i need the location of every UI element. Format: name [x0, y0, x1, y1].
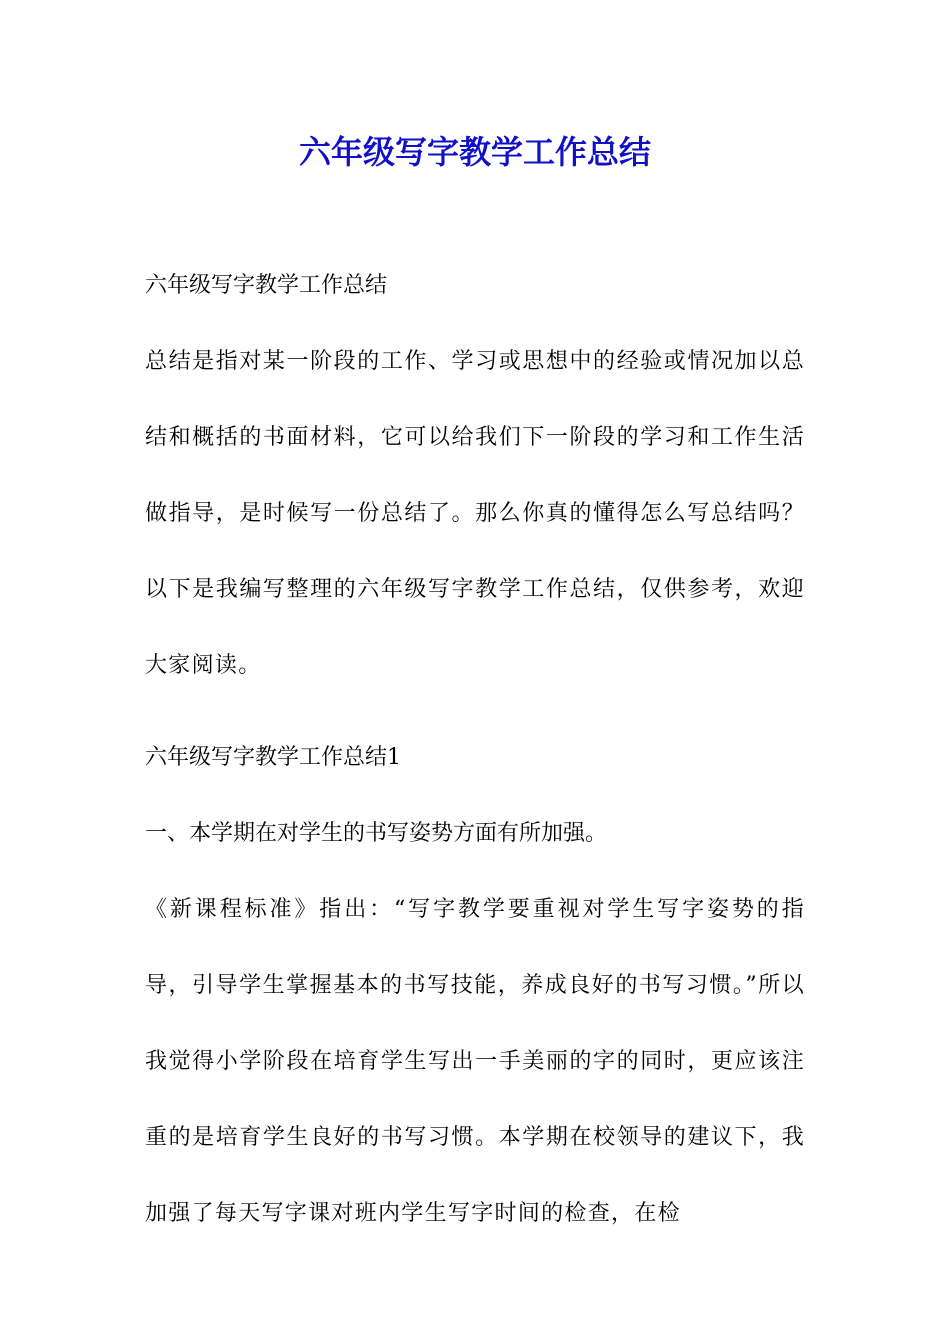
- paragraph-intro: 总结是指对某一阶段的工作、学习或思想中的经验或情况加以总结和概括的书面材料，它可以给我们下一阶段的学习和工作生活做指导，是时候写一份总结了。那么你真的懂得怎么写总结吗？以下是我编写整理的六年级写字教学工作总结，仅供参考，欢迎大家阅读。: [145, 349, 805, 678]
- paragraph-heading: 六年级写字教学工作总结: [145, 273, 388, 298]
- document-title: 六年级写字教学工作总结: [298, 133, 651, 171]
- paragraph-point-one: 一、本学期在对学生的书写姿势方面有所加强。: [145, 821, 608, 846]
- document-body: [145, 264, 805, 1252]
- paragraph-body: 《新课程标准》指出：“写字教学要重视对学生写字姿势的指导，引导学生掌握基本的书写技能，养成良好的书写习惯。”所以我觉得小学阶段在培育学生写出一手美丽的字的同时，更应该注重的是培育学生良好的书写习惯。本学期在校领导的建议下，我加强了每天写字课对班内学生写字时间的检查，在检: [145, 897, 805, 1226]
- paragraph-section-heading: 六年级写字教学工作总结1: [145, 745, 401, 770]
